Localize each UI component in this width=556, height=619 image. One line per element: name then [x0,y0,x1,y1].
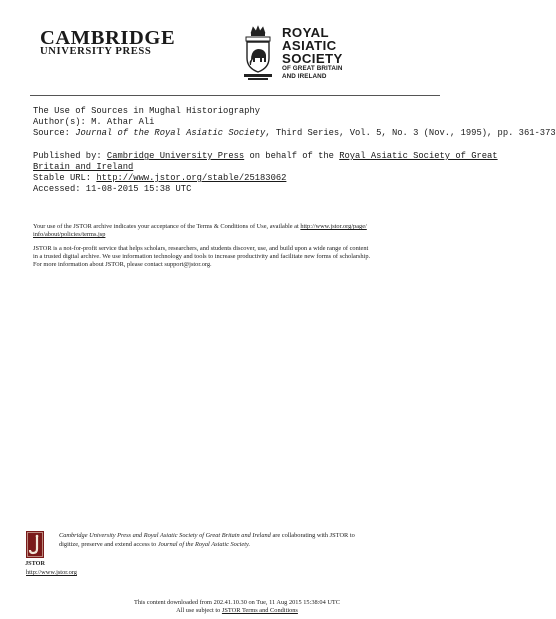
publisher-logo-subtitle: UNIVERSITY PRESS [40,46,152,57]
society-logo [282,26,343,80]
download-notice: This content downloaded from 202.41.10.30 on Tue, 11 Aug 2015 15:38:04 UTC [133,599,341,606]
collaboration-journal: Journal of the Royal Asiatic Society. [157,541,251,548]
society-logo-line: SOCIETY [282,51,343,66]
stable-url-line [33,173,286,184]
article-author [33,117,154,128]
jstor-info-line: JSTOR is a not-for-profit service that helps scholars, researchers, and students discover, use, and build upon a wide range of content [33,245,369,252]
society-logo-line: ROYAL [282,25,329,40]
author-name: M. Athar Ali [91,117,155,127]
accessed-date: Accessed: 11-08-2015 15:38 UTC [33,184,192,194]
society-logo-line: AND IRELAND [282,72,327,80]
collaboration-line [59,532,355,540]
published-by-line [33,151,498,162]
jstor-logo-icon [26,531,44,567]
author-label: Author(s): [33,117,86,127]
terms-line [33,231,105,239]
article-title: The Use of Sources in Mughal Historiography [33,106,260,116]
terms-link[interactable]: http://www.jstor.org/page/ [300,223,367,230]
society-link[interactable]: Royal Asiatic Society of Great [339,151,498,161]
society-link-line2[interactable]: Britain and Ireland [33,162,134,172]
terms-link-continued[interactable]: info/about/policies/terms.jsp [33,231,106,238]
jstor-logo-text: JSTOR [25,560,45,567]
on-behalf-label: on behalf of the [249,151,334,161]
jstor-url-link[interactable]: http://www.jstor.org [26,569,77,576]
use-notice-text: All use subject to [176,607,221,614]
society-logo-line: OF GREAT BRITAIN [282,65,343,72]
terms-text: Your use of the JSTOR archive indicates your acceptance of the Terms & Conditions of Use, available at [33,223,299,230]
society-logo-line: ASIATIC [282,38,337,53]
collaboration-text: are collaborating with JSTOR to [272,532,355,539]
stable-url-label: Stable URL: [33,173,92,183]
use-notice [0,607,474,615]
published-by-label: Published by: [33,151,102,161]
stable-url-link[interactable]: http://www.jstor.org/stable/25183062 [96,173,287,183]
publisher-logo-name: CAMBRIDGE [40,27,176,49]
jstor-info-line: For more information about JSTOR, please contact support@jstor.org. [33,261,212,268]
source-label: Source: [33,128,70,138]
collaboration-line [59,541,250,549]
terms-line [33,223,367,231]
article-source [33,128,556,139]
source-journal: Journal of the Royal Asiatic Society [75,128,266,138]
collaboration-text: digitize, preserve and extend access to [59,541,157,548]
society-link-continued [33,162,133,173]
publisher-link[interactable]: Cambridge University Press [106,151,245,161]
source-details: , Third Series, Vol. 5, No. 3 (Nov., 1995), pp. 361-373 [265,128,556,138]
collaborators: Cambridge University Press and Royal Asiatic Society of Great Britain and Ireland [59,532,271,539]
society-crest-icon [241,24,275,82]
jstor-terms-link[interactable]: JSTOR Terms and Conditions [221,607,298,614]
jstor-url [26,569,77,577]
jstor-info-line: in a trusted digital archive. We use information technology and tools to increase productivity and facilitate new forms of scholarship. [33,253,371,260]
header-divider [30,95,440,96]
